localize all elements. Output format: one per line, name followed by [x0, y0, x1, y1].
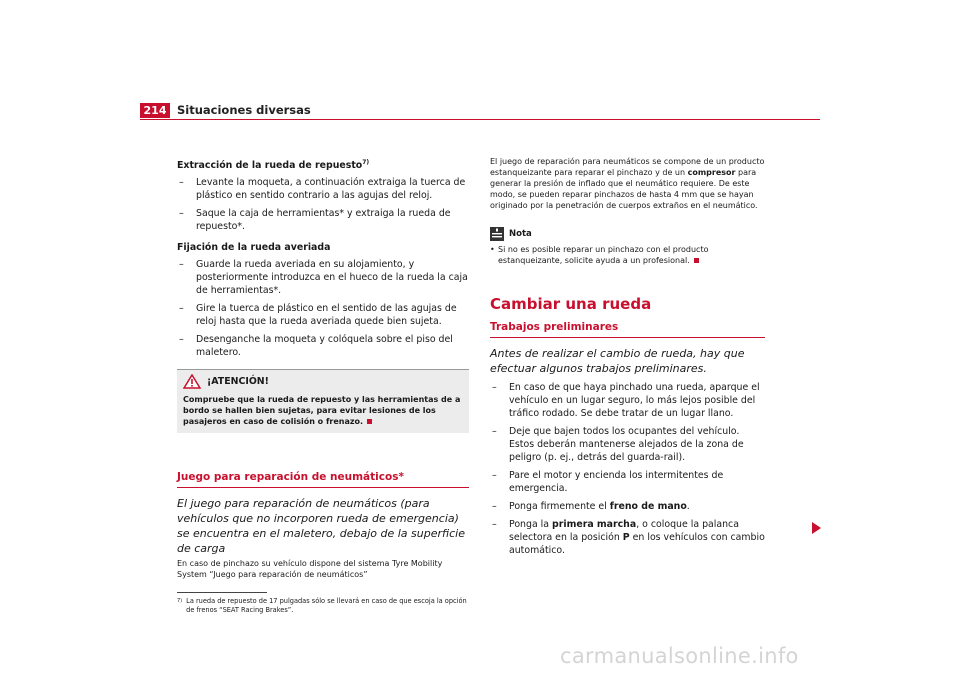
page-number: 214 — [140, 103, 170, 118]
step-item: – Ponga la primera marcha, o coloque la palanca selectora en la posición P en los vehículos con cambio automático. — [492, 519, 765, 556]
section-text: En caso de pinchazo su vehículo dispone del sistema Tyre Mobility System “Juego para reparación de neumáticos” — [177, 559, 443, 580]
footnote-ref[interactable]: 7) — [362, 159, 370, 166]
section-title-preliminary: Trabajos preliminares — [490, 321, 765, 338]
repair-kit-description: El juego de reparación para neumáticos se compone de un producto estanqueizante para reparar el pinchazo y de un compresor para generar la presión de inflado que el neumático requiere. De este modo, se pueden reparar pinchazos de hasta 4 mm que se hayan originado por la penetración de cuerpos extraños en el neumático. — [490, 157, 765, 210]
step-item: – Pare el motor y encienda los intermitentes de emergencia. — [492, 470, 724, 494]
note-text: • Si no es posible reparar un pinchazo con el producto estanqueizante, solicite ayuda a un profesional. — [490, 245, 709, 265]
next-page-arrow-icon[interactable] — [812, 522, 821, 534]
step-item: – Levante la moqueta, a continuación extraiga la tuerca de plástico en sentido contrario a las agujas del reloj. — [179, 177, 466, 202]
footnote: 7) La rueda de repuesto de 17 pulgadas sólo se llevará en caso de que escoja la opción de frenos “SEAT Racing Brakes”. — [177, 597, 467, 615]
step-item: – En caso de que haya pinchado una rueda, aparque el vehículo en un lugar seguro, lo más lejos posible del tráfico rodado. Se debe tratar de un lugar llano. — [492, 382, 760, 419]
end-marker — [367, 419, 372, 424]
header-rule — [140, 119, 820, 120]
section-intro: Antes de realizar el cambio de rueda, hay que efectuar algunos trabajos preliminares. — [490, 347, 745, 375]
warning-box — [177, 369, 469, 433]
step-item: – Gire la tuerca de plástico en el sentido de las agujas de reloj hasta que la rueda averiada quede bien sujeta. — [179, 303, 457, 328]
left-column — [177, 156, 469, 615]
step-item: – Deje que bajen todos los ocupantes del vehículo. Estos deberán mantenerse alejados de la zona de peligro (p. ej., detrás del guarda-rail). — [492, 426, 744, 463]
step-item: – Guarde la rueda averiada en su alojamiento, y posteriormente introduzca en el hueco de la rueda la caja de herramientas*. — [179, 259, 468, 297]
footnote-rule — [177, 592, 267, 593]
running-header: Situaciones diversas — [177, 103, 311, 117]
step-item: – Saque la caja de herramientas* y extraiga la rueda de repuesto*. — [179, 208, 451, 233]
step-item: – Desenganche la moqueta y colóquela sobre el piso del maletero. — [179, 334, 453, 359]
section-title-repair-kit: Juego para reparación de neumáticos* — [177, 471, 469, 488]
warning-triangle-icon — [183, 374, 201, 389]
chapter-title: Cambiar una rueda — [490, 295, 652, 313]
step-item: – Ponga firmemente el freno de mano. — [492, 501, 690, 512]
note-title: Nota — [509, 228, 532, 239]
note-icon — [490, 227, 504, 241]
warning-text: Compruebe que la rueda de repuesto y las herramientas de a bordo se hallen bien sujetas, para evitar lesiones de los pasajeros en caso de colisión o frenazo. — [183, 395, 461, 427]
watermark: carmanualsonline.info — [560, 644, 799, 668]
subheading-fixation: Fijación de la rueda averiada — [177, 242, 331, 254]
subheading-extraction: Extracción de la rueda de repuesto$^{7)}$ — [177, 159, 370, 172]
right-column — [490, 156, 765, 562]
note-header — [490, 227, 765, 241]
warning-title: ¡ATENCIÓN! — [207, 376, 269, 388]
section-intro: El juego para reparación de neumáticos (para vehículos que no incorporen rueda de emergencia) se encuentra en el maletero, debajo de la superficie de carga — [177, 497, 465, 556]
end-marker — [694, 258, 699, 263]
